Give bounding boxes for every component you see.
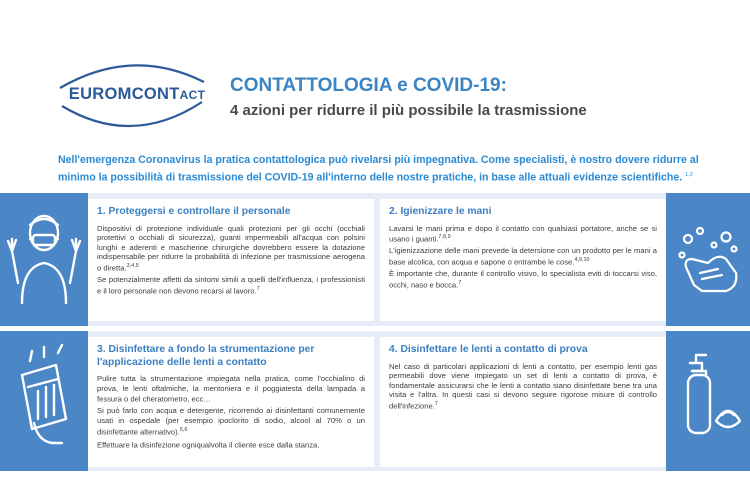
card-protect-staff [88,199,374,321]
page-subtitle: 4 azioni per ridurre il più possibile la trasmissione [230,102,587,119]
card-disinfect-trial-lenses [380,337,666,467]
page-title: CONTATTOLOGIA e COVID-19: [230,75,507,96]
card-paragraph: Nel caso di particolari applicazioni di lenti a contatto, per esempio lenti gas permeabili dove viene impiegato un set di lenti a contatto di prova, è fondamentale assicurarsi che le lenti a contatto siano disinfettate bene tra una visita e l'altra. In questi casi si devono seguire rigorose misure di controllo dell'infezione.$^7$ [389,361,657,411]
card-disinfect-instruments [88,337,374,467]
card-title: 4. Disinfettare le lenti a contatto di prova [389,344,588,355]
intro-refs: 1,2 [685,172,693,178]
card-title: 1. Proteggersi e controllare il personale [97,206,291,217]
hand-washing-icon [666,193,750,326]
intro-paragraph: Nell'emergenza Coronavirus la pratica contattologica può rivelarsi più impegnativa. Come specialisti, è nostro dovere ridurre al minimo la possibilità di trasmissione del COVID-19 all'interno delle nostre pratiche, in base alle attuali evidenze scientifiche. $^{1,2}$ [58,154,699,184]
cleaning-cloth-icon [0,331,88,471]
card-paragraph: È importante che, durante il controllo visivo, lo specialista eviti di toccarsi viso, occhi, naso e bocca.$^7$ [389,268,657,290]
card-paragraph: Pulire tutta la strumentazione impiegata nella pratica, come l'occhialino di prova, le lenti oftalmiche, la mentoniera e il poggiatesta della lampada a fessura o del cheratometro, ecc… [97,374,365,404]
person-mask-gloves-icon [0,193,88,326]
brand-logo [52,52,212,136]
card-paragraph: Si può farlo con acqua e detergente, ricorrendo ai disinfettanti comunemente usati in ospedale (per esempio ipoclorito di sodio, alcool al 70% o un disinfettante alternativo).$^{5,6}$ [97,406,365,437]
spray-bottle-lens-icon [666,331,750,471]
card-hand-hygiene [380,199,666,321]
card-paragraph: L'igienizzazione delle mani prevede la detersione con un prodotto per le mani a base alcolica, con acqua e sapone o entrambe le cose.$^{4,9,10}$ [389,246,657,267]
logo-wordmark: EUROMCONTACT [68,85,206,103]
card-title: 3. Disinfettare a fondo la strumentazione per l'applicazione delle lenti a contatto [97,344,315,368]
card-paragraph: Lavarsi le mani prima e dopo il contatto con qualsiasi portatore, anche se si usano i guanti.$^{7,8,9}$ [389,223,657,244]
card-paragraph: Dispositivi di protezione individuale quali protezioni per gli occhi (occhiali protettivi o occhiali di sicurezza), guanti impermeabili all'acqua con polsini lunghi e aderenti e mascherine chirurgiche dovrebbero essere la dotazione indispensabile per ridurre la probabilità di infezione per trasmissione aerogena o diretta.$^{3,4,5}$ [97,223,365,273]
card-title: 2. Igienizzare le mani [389,206,492,217]
card-paragraph: Se potenzialmente affetti da sintomi simili a quelli dell'influenza, i professionisti e il loro personale non devono recarsi al lavoro.$^7$ [97,275,365,296]
card-paragraph: Effettuare la disinfezione ogniqualvolta il cliente esce dalla stanza. [97,440,320,450]
